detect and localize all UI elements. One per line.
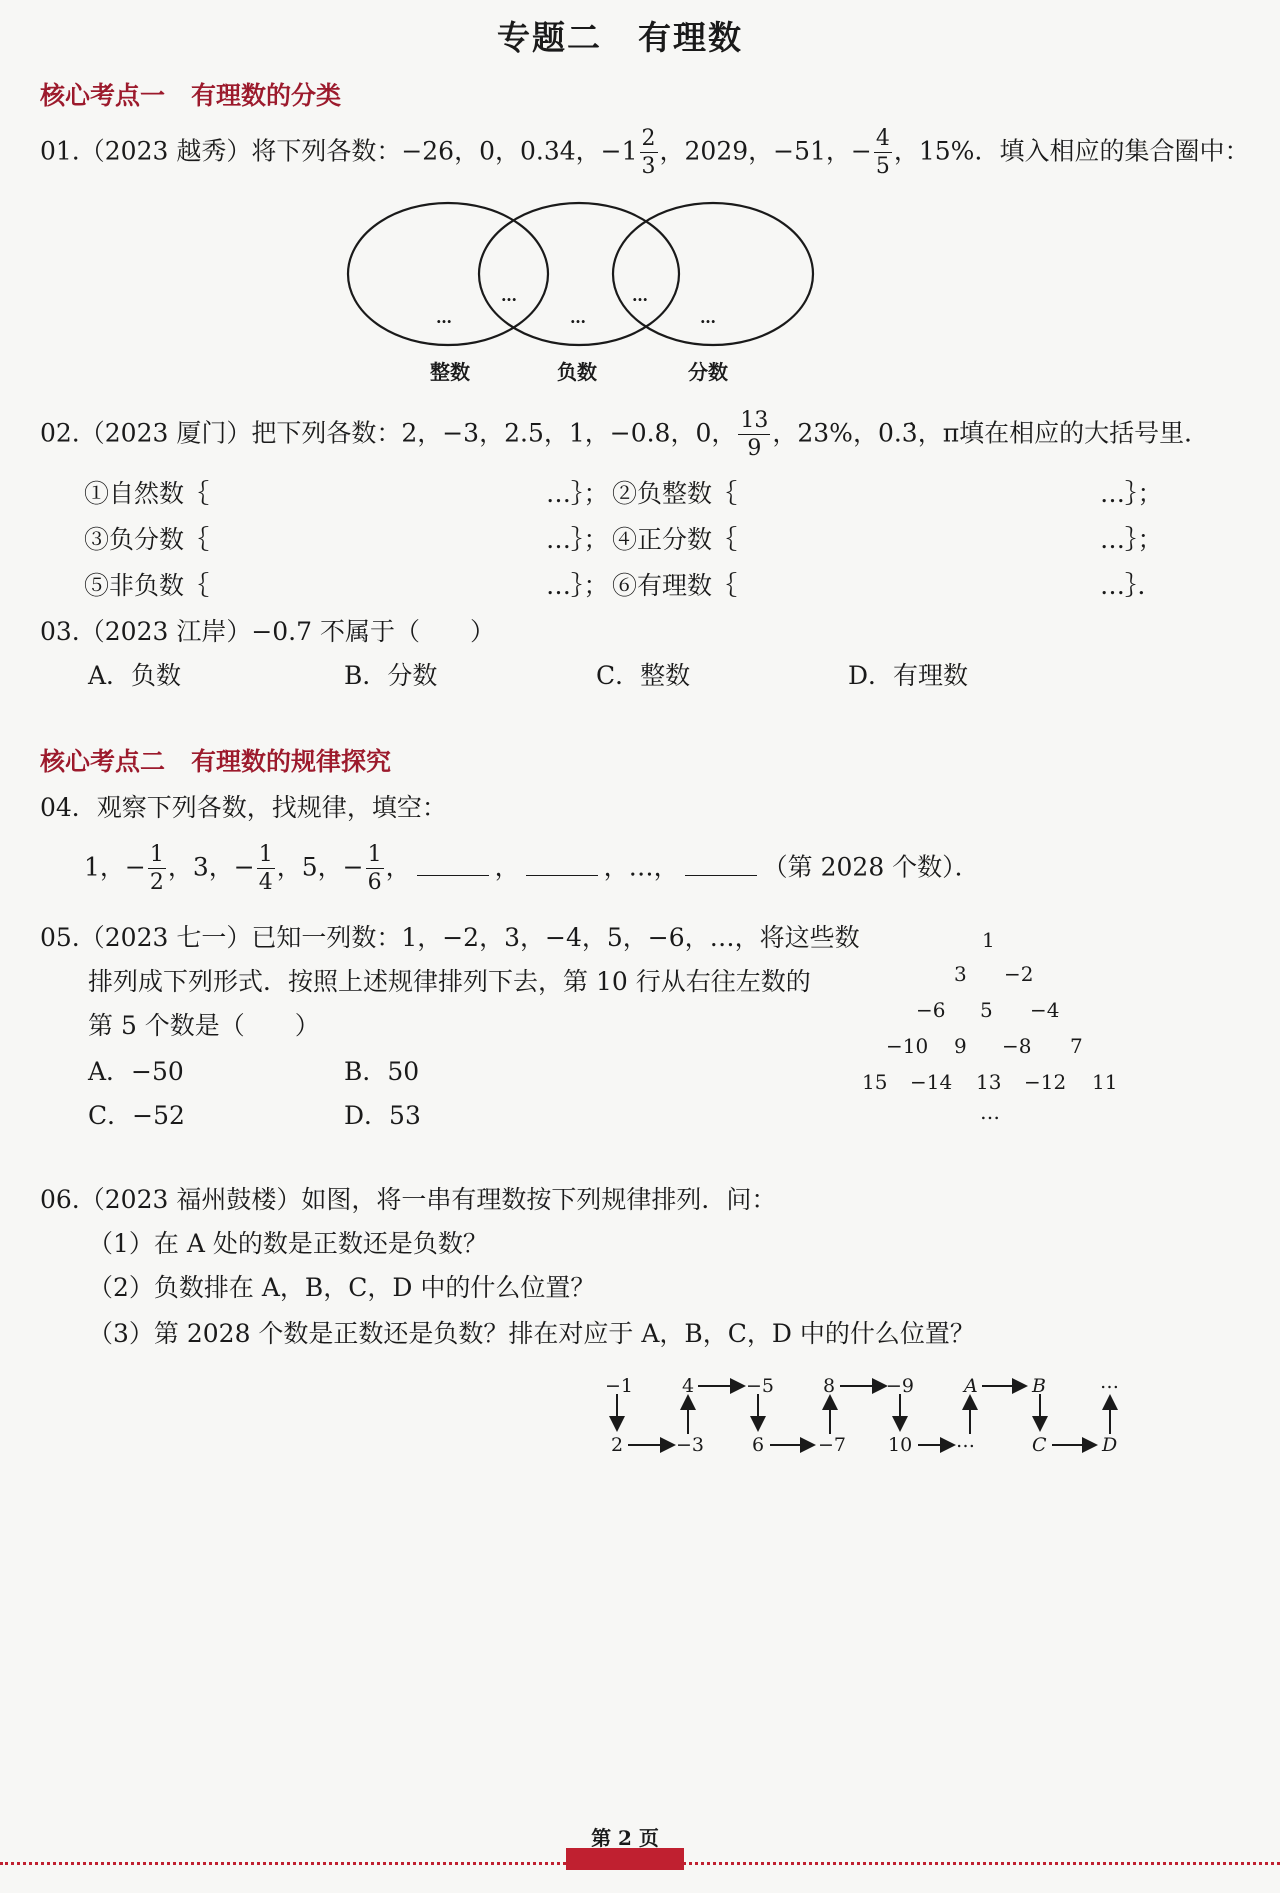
venn-dots-overlap-1: … xyxy=(501,286,517,305)
triangle-r5-c5: 11 xyxy=(1092,1070,1118,1094)
page-number: 第 2 页 xyxy=(591,1826,659,1850)
diagram-bottom-4: −7 xyxy=(818,1434,847,1456)
q02-item-4-end: …｝； xyxy=(1100,525,1163,554)
q06-sub-2: （2）负数排在 A，B，C，D 中的什么位置？ xyxy=(88,1273,596,1302)
answer-blank-1[interactable] xyxy=(417,853,489,876)
q02-item-5-end: …｝； xyxy=(546,571,609,600)
venn-dots-negatives: … xyxy=(570,308,586,327)
triangle-r2-c1: 3 xyxy=(954,962,967,986)
q06-sub-3: （3）第 2028 个数是正数还是负数？排在对应于 A，B，C，D 中的什么位置？ xyxy=(88,1319,975,1348)
q02-item-3: ③负分数｛ xyxy=(84,525,210,554)
diagram-top-4: 8 xyxy=(823,1375,836,1397)
question-06: 06.（2023 福州鼓楼）如图，将一串有理数按下列规律排列．问： xyxy=(40,1185,777,1214)
fraction-2-3: $\frac{2}{3}$ xyxy=(641,126,656,179)
q02-item-1: ①自然数｛ xyxy=(84,479,210,508)
triangle-r4-c4: 7 xyxy=(1070,1034,1083,1058)
q02-item-2-end: …｝； xyxy=(1100,479,1163,508)
section-2-heading: 核心考点二 有理数的规律探究 xyxy=(40,747,392,776)
q02-item-1-end: …｝； xyxy=(546,479,609,508)
footer-red-tab xyxy=(566,1848,684,1870)
diagram-top-B: B xyxy=(1032,1375,1046,1397)
venn-dots-fractions: … xyxy=(700,308,716,327)
question-05-line-1: 05.（2023 七一）已知一列数：1，−2，3，−4，5，−6，…，将这些数 xyxy=(40,923,860,952)
diagram-bottom-2: −3 xyxy=(676,1434,705,1456)
venn-label-negatives: 负数 xyxy=(557,360,597,384)
question-02: 02.（2023 厦门）把下列各数：2，−3，2.5，1，−0.8，0， $\frac{13}{9}$ ，23%，0.3̇，π填在相应的大括号里． xyxy=(40,408,1210,461)
venn-label-fractions: 分数 xyxy=(688,360,728,384)
triangle-r5-c3: 13 xyxy=(976,1070,1002,1094)
diagram-bottom-3: 6 xyxy=(752,1434,765,1456)
diagram-top-2: 4 xyxy=(682,1375,695,1397)
diagram-top-1: −1 xyxy=(605,1375,634,1397)
q05-option-d: D．53 xyxy=(344,1101,421,1130)
page-title xyxy=(0,12,1240,59)
q05-option-b: B．50 xyxy=(344,1057,420,1086)
diagram-top-A: A xyxy=(964,1375,978,1397)
diagram-bottom-ellipsis: … xyxy=(956,1430,975,1452)
diagram-top-3: −5 xyxy=(746,1375,775,1397)
question-05-line-2: 排列成下列形式．按照上述规律排列下去，第 10 行从右往左数的 xyxy=(88,967,811,996)
q02-item-5: ⑤非负数｛ xyxy=(84,571,210,600)
triangle-r5-c1: 15 xyxy=(862,1070,888,1094)
triangle-r2-c2: −2 xyxy=(1004,962,1034,986)
q02-item-4: ④正分数｛ xyxy=(612,525,738,554)
section-1-heading: 核心考点一 有理数的分类 xyxy=(40,81,342,110)
q05-option-a: A．−50 xyxy=(88,1057,184,1086)
q02-item-3-end: …｝； xyxy=(546,525,609,554)
q06-sub-1: （1）在 A 处的数是正数还是负数？ xyxy=(88,1229,488,1258)
triangle-r1-c1: 1 xyxy=(982,928,995,952)
title-part2: 有理数 xyxy=(638,18,743,57)
fraction-4-5: $\frac{4}{5}$ xyxy=(875,126,890,179)
venn-dots-overlap-2: … xyxy=(632,286,648,305)
venn-dots-integers: … xyxy=(436,308,452,327)
triangle-r3-c2: 5 xyxy=(980,998,993,1022)
triangle-r3-c3: −4 xyxy=(1030,998,1060,1022)
triangle-r4-c3: −8 xyxy=(1002,1034,1032,1058)
diagram-top-ellipsis: … xyxy=(1100,1371,1119,1393)
q03-option-b: B．分数 xyxy=(344,661,438,690)
diagram-bottom-D: D xyxy=(1102,1434,1118,1456)
q05-option-c: C．−52 xyxy=(88,1101,185,1130)
question-03: 03.（2023 江岸）−0.7 不属于（ ） xyxy=(40,617,495,646)
q02-item-2: ②负整数｛ xyxy=(612,479,738,508)
triangle-r5-c2: −14 xyxy=(910,1070,953,1094)
question-01: 01.（2023 越秀）将下列各数：−26，0，0.34，−1 $\frac{2}{3}$ ，2029，−51，− $\frac{4}{5}$ ，15%．填入相应的集合圈中： xyxy=(40,126,1250,179)
fraction-13-9: $\frac{13}{9}$ xyxy=(740,408,769,461)
q03-option-a: A．负数 xyxy=(88,661,182,690)
venn-label-integers: 整数 xyxy=(430,360,470,384)
title-part1: 专题二 xyxy=(497,18,602,57)
triangle-r4-c2: 9 xyxy=(954,1034,967,1058)
diagram-top-5: −9 xyxy=(886,1375,915,1397)
q03-option-c: C．整数 xyxy=(596,661,691,690)
triangle-r6-c1: … xyxy=(980,1100,1000,1124)
answer-blank-3[interactable] xyxy=(685,853,757,876)
diagram-bottom-1: 2 xyxy=(611,1434,624,1456)
triangle-r5-c4: −12 xyxy=(1024,1070,1067,1094)
triangle-r3-c1: −6 xyxy=(916,998,946,1022)
diagram-bottom-C: C xyxy=(1032,1434,1047,1456)
answer-blank-2[interactable] xyxy=(526,853,598,876)
question-04: 04．观察下列各数，找规律，填空： xyxy=(40,793,447,822)
diagram-bottom-5: 10 xyxy=(888,1434,913,1456)
question-05-line-3: 第 5 个数是（ ） xyxy=(88,1011,320,1040)
q02-item-6: ⑥有理数｛ xyxy=(612,571,738,600)
q04-sequence: 1，− $\frac{1}{2}$ ，3，− $\frac{1}{4}$ ，5，− $\frac{1}{6}$ ， ， ，…， （第 2028 个数）． xyxy=(84,842,980,895)
q02-item-6-end: …｝． xyxy=(1100,571,1163,600)
q03-option-d: D．有理数 xyxy=(848,661,969,690)
triangle-r4-c1: −10 xyxy=(886,1034,929,1058)
